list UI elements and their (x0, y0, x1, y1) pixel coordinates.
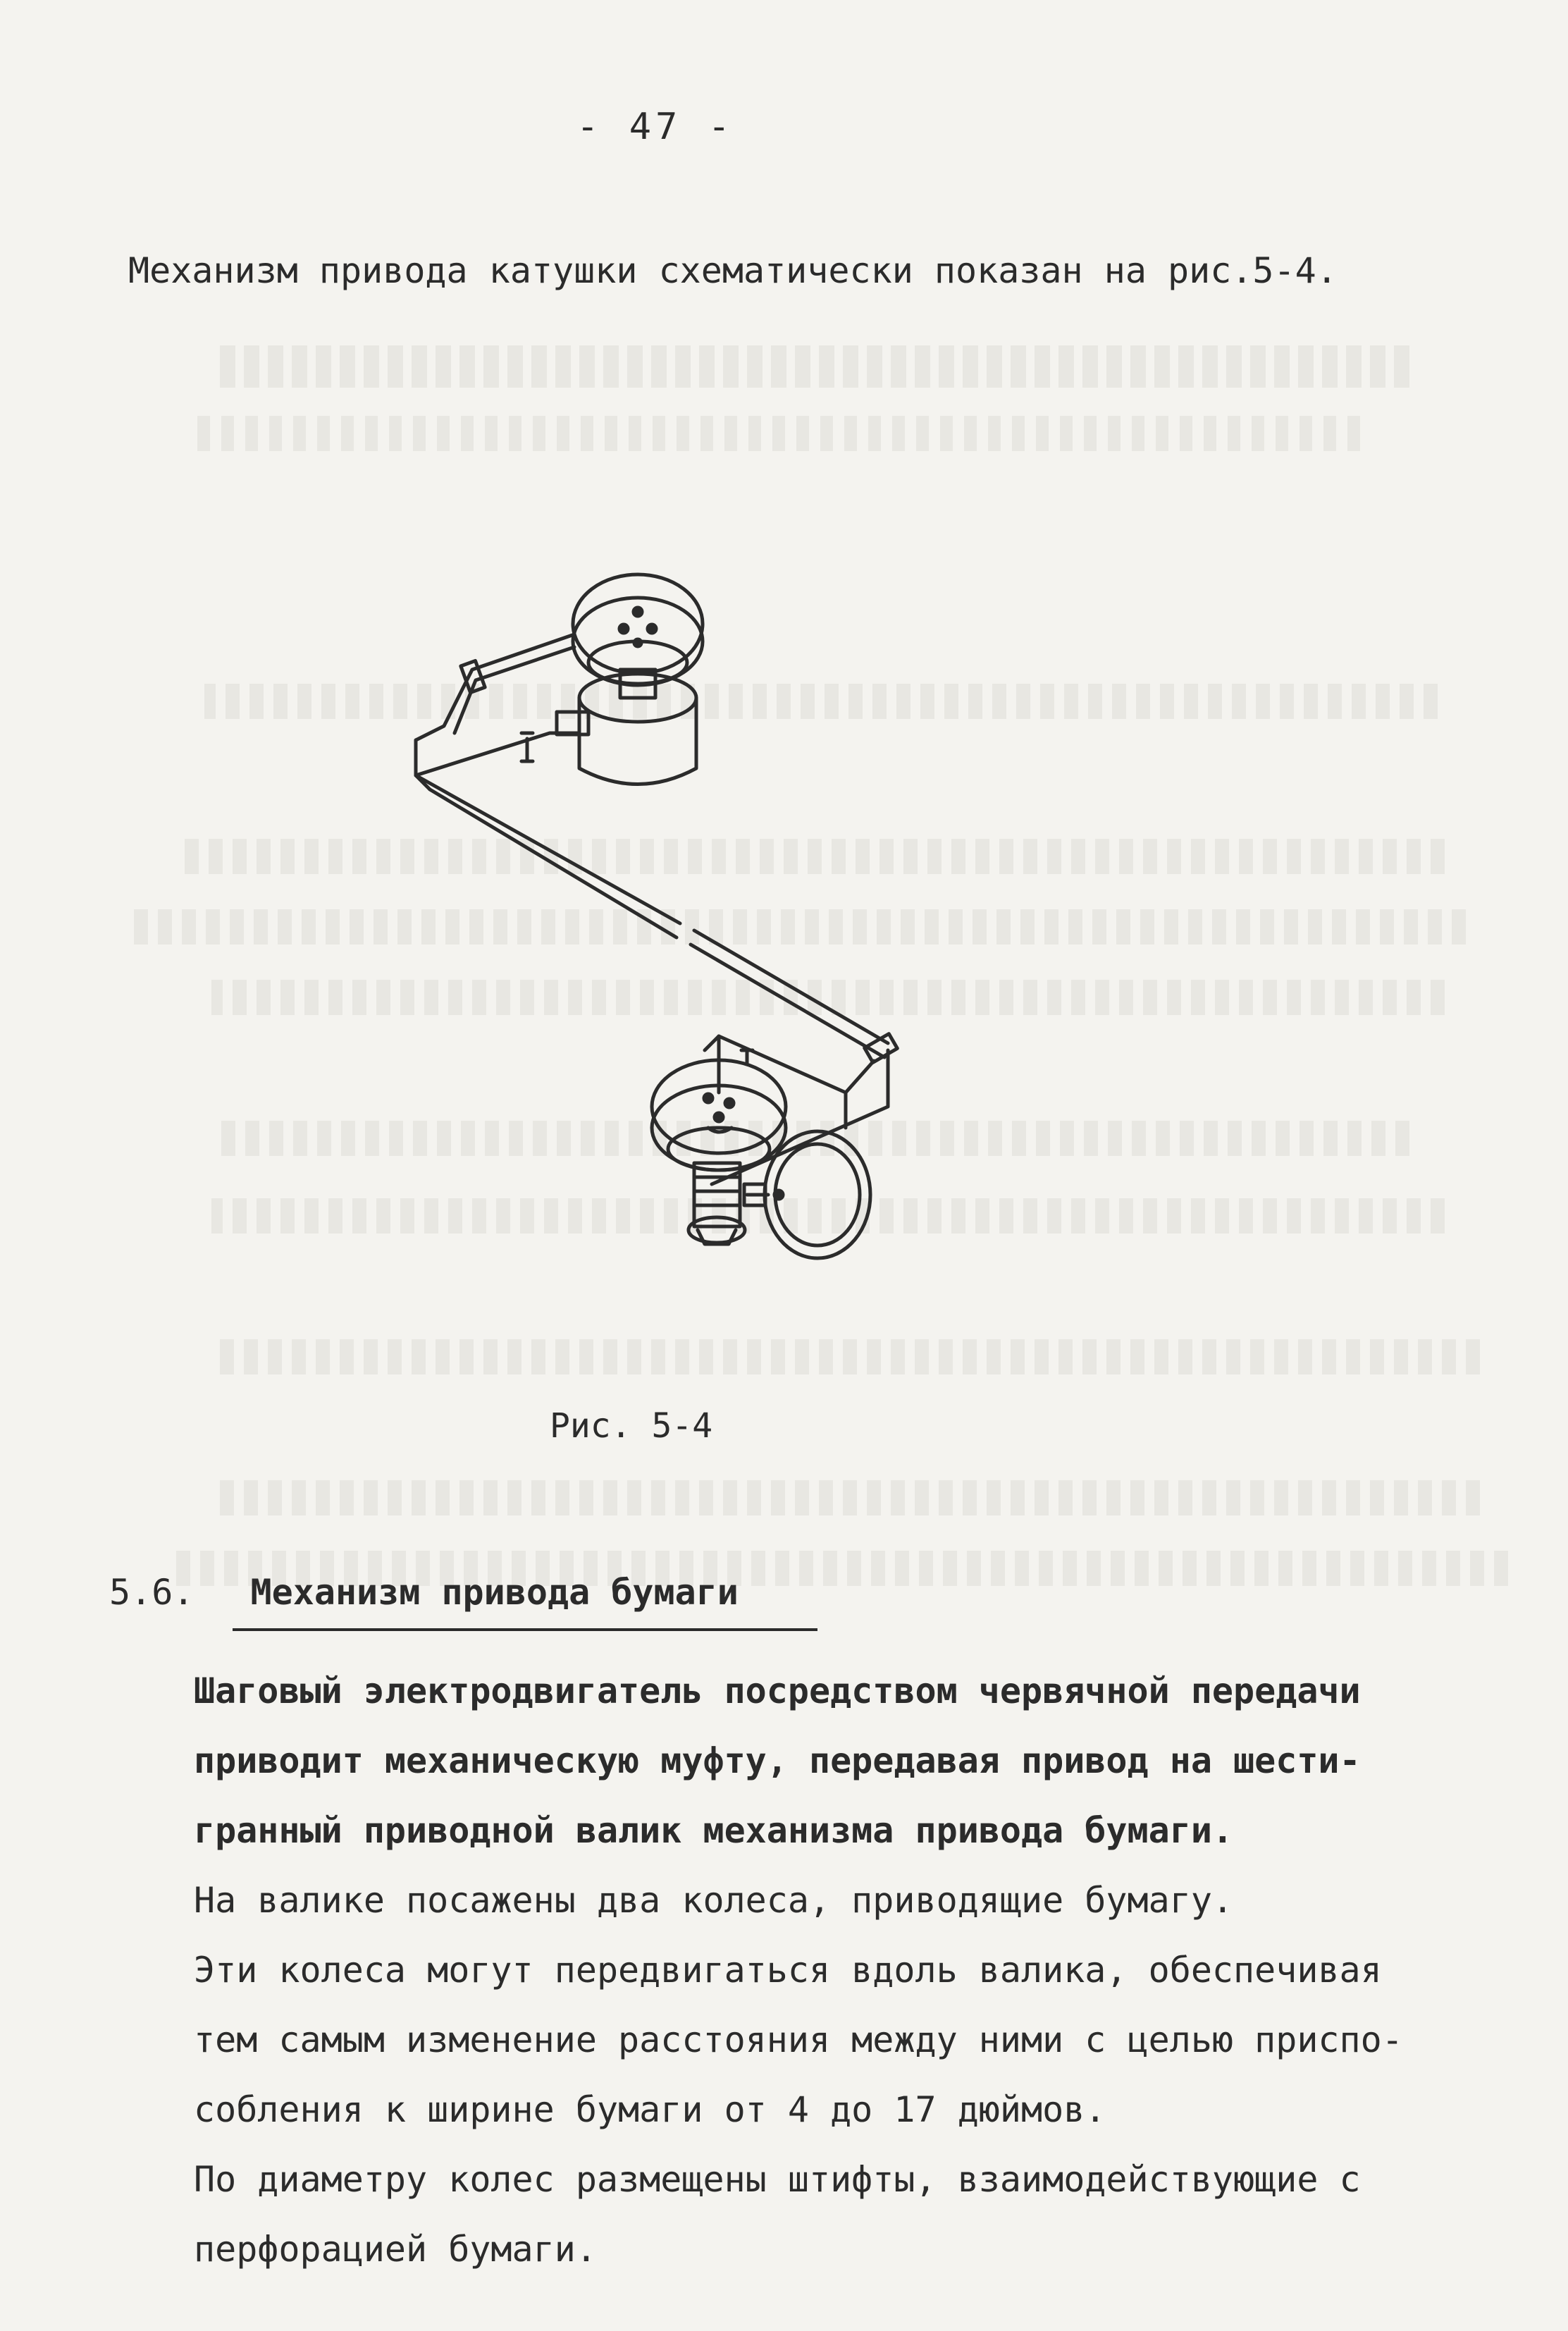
upper-linkage-arm (416, 634, 588, 789)
body-line: собления к ширине бумаги от 4 до 17 дюймов. (194, 2089, 1106, 2130)
body-line: тем самым изменение расстояния между ними с целью приспо- (194, 2019, 1403, 2060)
spool-drive-figure (395, 557, 930, 1297)
body-line: приводит механическую муфту, передавая привод на шести- (194, 1740, 1361, 1781)
body-line: перфорацией бумаги. (194, 2229, 597, 2270)
body-paragraph (194, 1656, 1533, 2284)
figure-caption: Рис. 5-4 (550, 1406, 713, 1446)
section-underline (233, 1628, 817, 1631)
section-heading (109, 1572, 884, 1613)
body-line: На валике посажены два колеса, приводящие бумагу. (194, 1880, 1234, 1921)
worm-gear-and-motor (689, 1131, 870, 1258)
body-line: Эти колеса могут передвигаться вдоль валика, обеспечивая (194, 1950, 1382, 1991)
body-line: Шаговый электродвигатель посредством червячной передачи (194, 1671, 1361, 1711)
spool-drive-diagram (395, 557, 930, 1297)
intro-sentence: Механизм привода катушки схематически показан на рис.5-4. (128, 250, 1338, 291)
body-line: По диаметру колес размещены штифты, взаимодействующие с (194, 2159, 1361, 2200)
body-line: гранный приводной валик механизма привода бумаги. (194, 1810, 1234, 1851)
section-number: 5.6. (109, 1572, 195, 1613)
upper-spool (573, 574, 703, 785)
page-number: - 47 - (576, 106, 734, 148)
section-title: Механизм привода бумаги (250, 1572, 739, 1613)
connecting-rod (416, 775, 888, 1057)
